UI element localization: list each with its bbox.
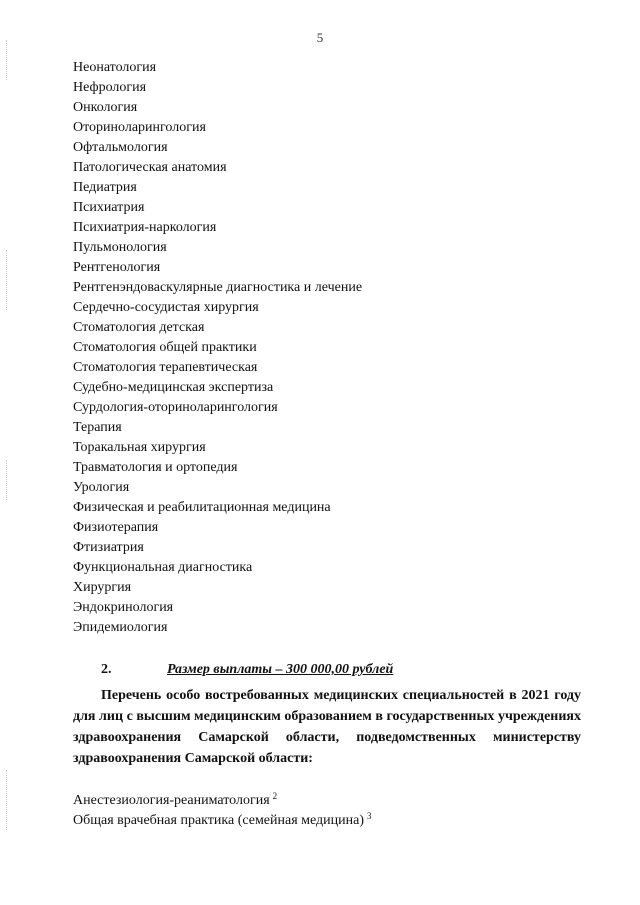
list-item: Неонатология bbox=[73, 60, 157, 75]
list-item: Физическая и реабилитационная медицина bbox=[73, 500, 331, 515]
section-heading bbox=[101, 660, 581, 680]
list-item: Урология bbox=[73, 480, 130, 495]
scan-margin-mark bbox=[6, 460, 9, 500]
specialty-list bbox=[73, 58, 362, 638]
list-item: Стоматология общей практики bbox=[73, 340, 257, 355]
scan-margin-mark bbox=[6, 40, 9, 80]
section-title: Размер выплаты – 300 000,00 рублей bbox=[167, 662, 394, 677]
list-item-label: Анестезиология-реаниматология bbox=[73, 793, 270, 808]
list-item: Пульмонология bbox=[73, 240, 167, 255]
list-item: Рентгенология bbox=[73, 260, 161, 275]
list-item: Судебно-медицинская экспертиза bbox=[73, 380, 274, 395]
list-item: Функциональная диагностика bbox=[73, 560, 253, 575]
list-item: Хирургия bbox=[73, 580, 132, 595]
list-item: Терапия bbox=[73, 420, 122, 435]
list-item: Эпидемиология bbox=[73, 620, 168, 635]
list-item: Рентгенэндоваскулярные диагностика и лечение bbox=[73, 280, 363, 295]
list-item: Стоматология детская bbox=[73, 320, 205, 335]
footnote-marker: 2 bbox=[272, 791, 278, 801]
list-item: Стоматология терапевтическая bbox=[73, 360, 258, 375]
scan-margin-mark bbox=[6, 250, 9, 310]
list-item: Психиатрия bbox=[73, 200, 145, 215]
list-item: Травматология и ортопедия bbox=[73, 460, 238, 475]
list-item: Физиотерапия bbox=[73, 520, 159, 535]
list-item: Нефрология bbox=[73, 80, 147, 95]
list-item: Торакальная хирургия bbox=[73, 440, 206, 455]
list-item: Психиатрия-наркология bbox=[73, 220, 217, 235]
section-specialty-list bbox=[73, 786, 372, 826]
list-item-label: Общая врачебная практика (семейная медицина) bbox=[73, 813, 365, 828]
section-number: 2. bbox=[101, 662, 112, 677]
list-item: Оториноларингология bbox=[73, 120, 206, 135]
list-item: Патологическая анатомия bbox=[73, 160, 227, 175]
scan-margin-mark bbox=[6, 770, 9, 830]
list-item: Офтальмология bbox=[73, 140, 168, 155]
list-item bbox=[73, 806, 372, 826]
list-item: Сурдология-оториноларингология bbox=[73, 400, 278, 415]
footnote-marker: 3 bbox=[367, 811, 372, 821]
list-item: Сердечно-сосудистая хирургия bbox=[73, 300, 259, 315]
list-item: Онкология bbox=[73, 100, 138, 115]
section-intro: Перечень особо востребованных медицинских специальностей в 2021 году для лиц с высшим медицинским образованием в государственных учреждениях здравоохранения Самарской области, подведомственных министерству здравоохранения Самарской области: bbox=[73, 688, 581, 766]
list-item: Эндокринология bbox=[73, 600, 174, 615]
list-item bbox=[73, 786, 372, 806]
list-item: Фтизиатрия bbox=[73, 540, 144, 555]
list-item: Педиатрия bbox=[73, 180, 137, 195]
page-number: 5 bbox=[316, 30, 324, 45]
